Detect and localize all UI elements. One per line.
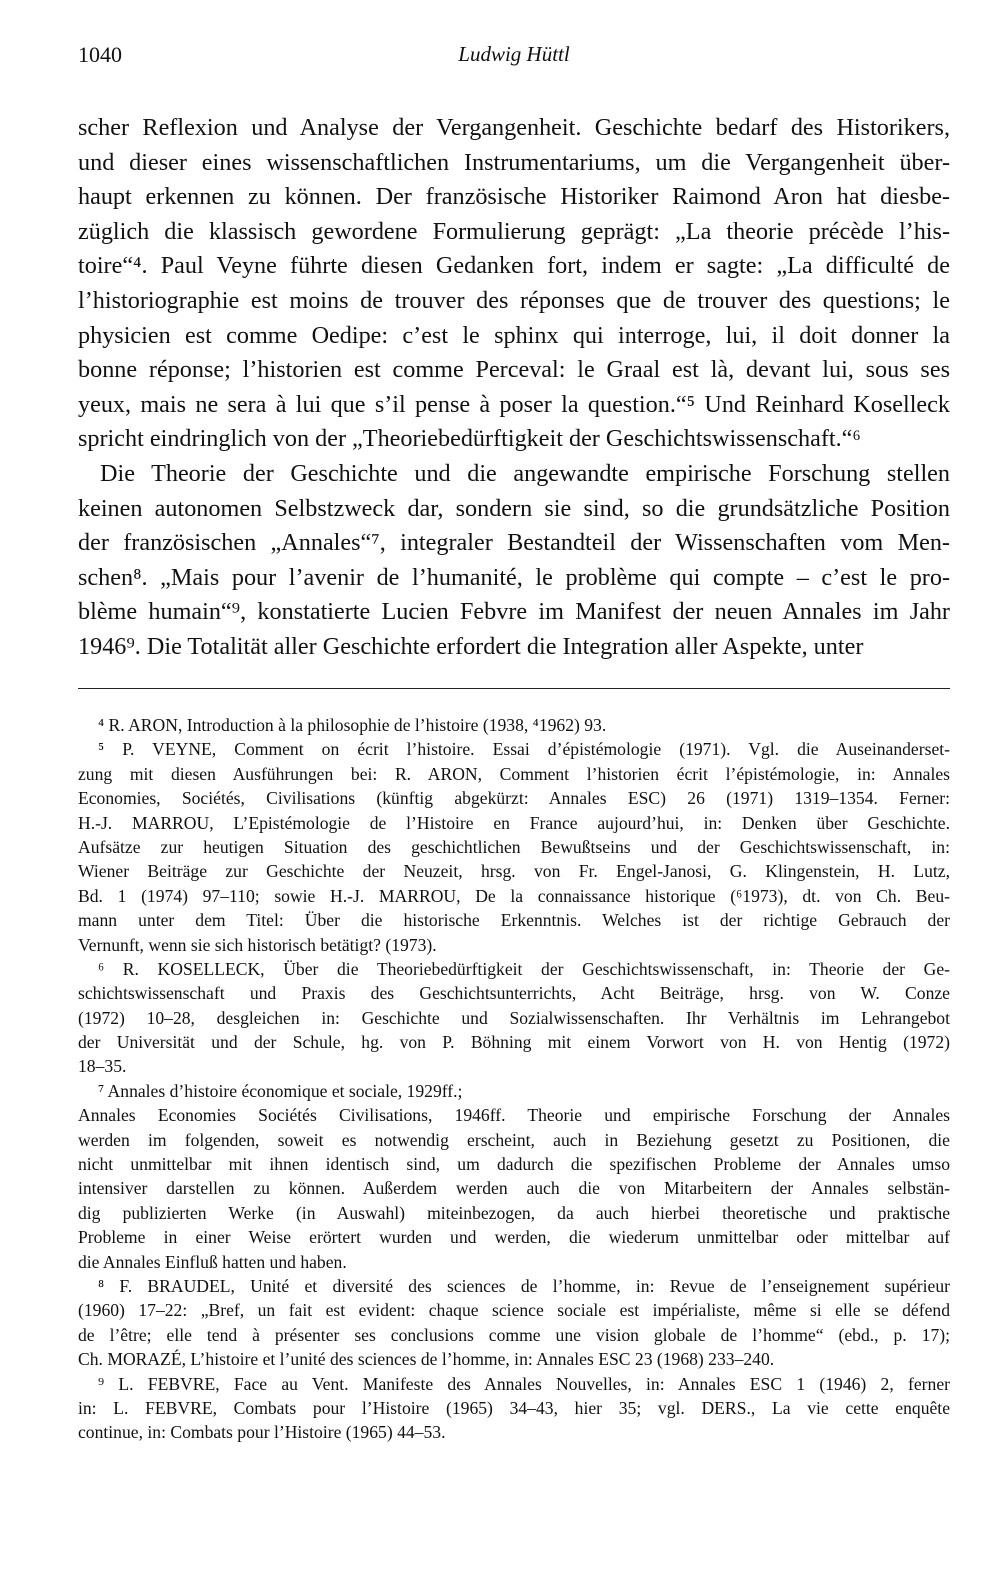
footnote-line: de l’être; elle tend à présenter ses conclusions comme une vision globale de l’homme“ (ebd., p. 17); [78, 1324, 950, 1345]
footnote-line: schichtswissenschaft und Praxis des Geschichtsunterrichts, Acht Beiträge, hrsg. von W. Conze [78, 983, 950, 1004]
footnote-line: ⁴ R. ARON, Introduction à la philosophie de l’histoire (1938, ⁴1962) 93. [98, 715, 607, 735]
running-head: Ludwig Hüttl [458, 42, 570, 66]
footnote-separator [78, 688, 950, 689]
footnote-line: Aufsätze zur heutigen Situation des geschichtlichen Bewußtseins und der Geschichtswissenschaft, in: [78, 836, 950, 857]
footnotes [78, 713, 950, 1445]
page-number: 1040 [78, 42, 122, 67]
footnote-line: Vernunft, wenn sie sich historisch betätigt? (1973). [78, 934, 437, 955]
footnote-line: Economies, Sociétés, Civilisations (künftig abgekürzt: Annales ESC) 26 (1971) 1319–1354. Ferner: [78, 788, 950, 809]
body-line: züglich die klassisch gewordene Formulierung geprägt: „La theorie précède l’his- [78, 217, 950, 245]
footnote-line: nicht unmittelbar mit ihnen identisch sind, um dadurch die spezifischen Probleme der Annales umso [78, 1154, 950, 1175]
body-line: l’historiographie est moins de trouver des réponses que de trouver des questions; le [78, 286, 950, 314]
footnote-line: werden im folgenden, soweit es notwendig erscheint, auch in Beziehung gesetzt zu Positionen, die [78, 1129, 950, 1150]
footnote-line: continue, in: Combats pour l’Histoire (1965) 44–53. [78, 1422, 446, 1443]
footnote-line: H.-J. MARROU, L’Epistémologie de l’Histoire en France aujourd’hui, in: Denken über Geschichte. [78, 812, 950, 833]
body-line: Die Theorie der Geschichte und die angewandte empirische Forschung stellen [100, 459, 950, 487]
footnote-line: Annales Economies Sociétés Civilisations, 1946ff. Theorie und empirische Forschung der Annales [78, 1105, 950, 1126]
footnote-line: der Universität und der Schule, hg. von P. Böhning mit einem Vorwort von H. von Hentig (1972) [78, 1032, 950, 1053]
footnote-line: zung mit diesen Ausführungen bei: R. ARON, Comment l’historien écrit l’épistémologie, in: Annales [78, 763, 950, 784]
body-line: der französischen „Annales“⁷, integraler Bestandteil der Wissenschaften vom Men- [78, 529, 950, 557]
footnote-line: dig publizierten Werke (in Auswahl) miteinbezogen, da auch hierbei theoretische und praktische [78, 1202, 950, 1223]
body-line: blème humain“⁹, konstatierte Lucien Febvre im Manifest der neuen Annales im Jahr [78, 598, 950, 626]
footnote-line: Probleme in einer Weise erörtert wurden und werden, die wiederum unmittelbar oder mittelbar auf [78, 1227, 950, 1248]
footnote-line: in: L. FEBVRE, Combats pour l’Histoire (1965) 34–43, hier 35; vgl. DERS., La vie cette enquête [78, 1397, 950, 1418]
footnote-line: 18–35. [78, 1056, 127, 1077]
footnote-line: Ch. MORAZÉ, L’histoire et l’unité des sciences de l’homme, in: Annales ESC 23 (1968) 233–240. [78, 1349, 775, 1370]
body-line: und dieser eines wissenschaftlichen Instrumentariums, um die Vergangenheit über- [78, 148, 950, 176]
body-line: keinen autonomen Selbstzweck dar, sondern sie sind, so die grundsätzliche Position [78, 494, 950, 522]
footnote-line: ⁷ Annales d’histoire économique et sociale, 1929ff.; [98, 1080, 463, 1101]
footnote-line: (1972) 10–28, desgleichen in: Geschichte und Sozialwissenschaften. Ihr Verhältnis im Lehrangebot [78, 1007, 950, 1028]
body-line: scher Reflexion und Analyse der Vergangenheit. Geschichte bedarf des Historikers, [78, 114, 950, 141]
body-line: yeux, mais ne sera à lui que s’il pense à poser la question.“⁵ Und Reinhard Koselleck [78, 390, 950, 418]
footnote-line: Bd. 1 (1974) 97–110; sowie H.-J. MARROU, De la connaissance historique (⁶1973), dt. von Ch. Beu- [78, 885, 950, 906]
footnote-line: die Annales Einfluß hatten und haben. [78, 1251, 347, 1272]
body-text [78, 111, 950, 665]
body-line: toire“⁴. Paul Veyne führte diesen Gedanken fort, indem er sagte: „La difficulté de [78, 252, 950, 280]
footnote-line: ⁸ F. BRAUDEL, Unité et diversité des sciences de l’homme, in: Revue de l’enseignement supérieur [98, 1275, 950, 1296]
footnote-line: ⁹ L. FEBVRE, Face au Vent. Manifeste des Annales Nouvelles, in: Annales ESC 1 (1946) 2, ferner [98, 1373, 950, 1394]
body-line: spricht eindringlich von der „Theoriebedürftigkeit der Geschichtswissenschaft.“⁶ [78, 425, 861, 453]
footnote-line: ⁶ R. KOSELLECK, Über die Theoriebedürftigkeit der Geschichtswissenschaft, in: Theorie der Ge- [98, 958, 950, 979]
footnote-line: (1960) 17–22: „Bref, un fait est evident: chaque science sociale est impérialiste, même si elle se défend [78, 1300, 950, 1321]
body-line: bonne réponse; l’historien est comme Perceval: le Graal est là, devant lui, sous ses [78, 356, 950, 384]
footnote-line: intensiver darstellen zu können. Außerdem werden auch die von Mitarbeitern der Annales selbstän- [78, 1178, 950, 1199]
page-header [78, 42, 950, 72]
footnote-line: mann unter dem Titel: Über die historische Erkenntnis. Welches ist der richtige Gebrauch der [78, 910, 950, 931]
footnote-line: Wiener Beiträge zur Geschichte der Neuzeit, hrsg. von Fr. Engel-Janosi, G. Klingenstein, H. Lutz, [78, 861, 950, 882]
body-line: 1946⁹. Die Totalität aller Geschichte erfordert die Integration aller Aspekte, unter [78, 632, 864, 660]
body-line: haupt erkennen zu können. Der französische Historiker Raimond Aron hat diesbe- [78, 183, 950, 211]
body-line: schen⁸. „Mais pour l’avenir de l’humanité, le problème qui compte – c’est le pro- [78, 563, 950, 591]
body-line: physicien est comme Oedipe: c’est le sphinx qui interroge, lui, il doit donner la [78, 321, 950, 349]
footnote-line: ⁵ P. VEYNE, Comment on écrit l’histoire. Essai d’épistémologie (1971). Vgl. die Auseinanderset- [98, 739, 950, 760]
